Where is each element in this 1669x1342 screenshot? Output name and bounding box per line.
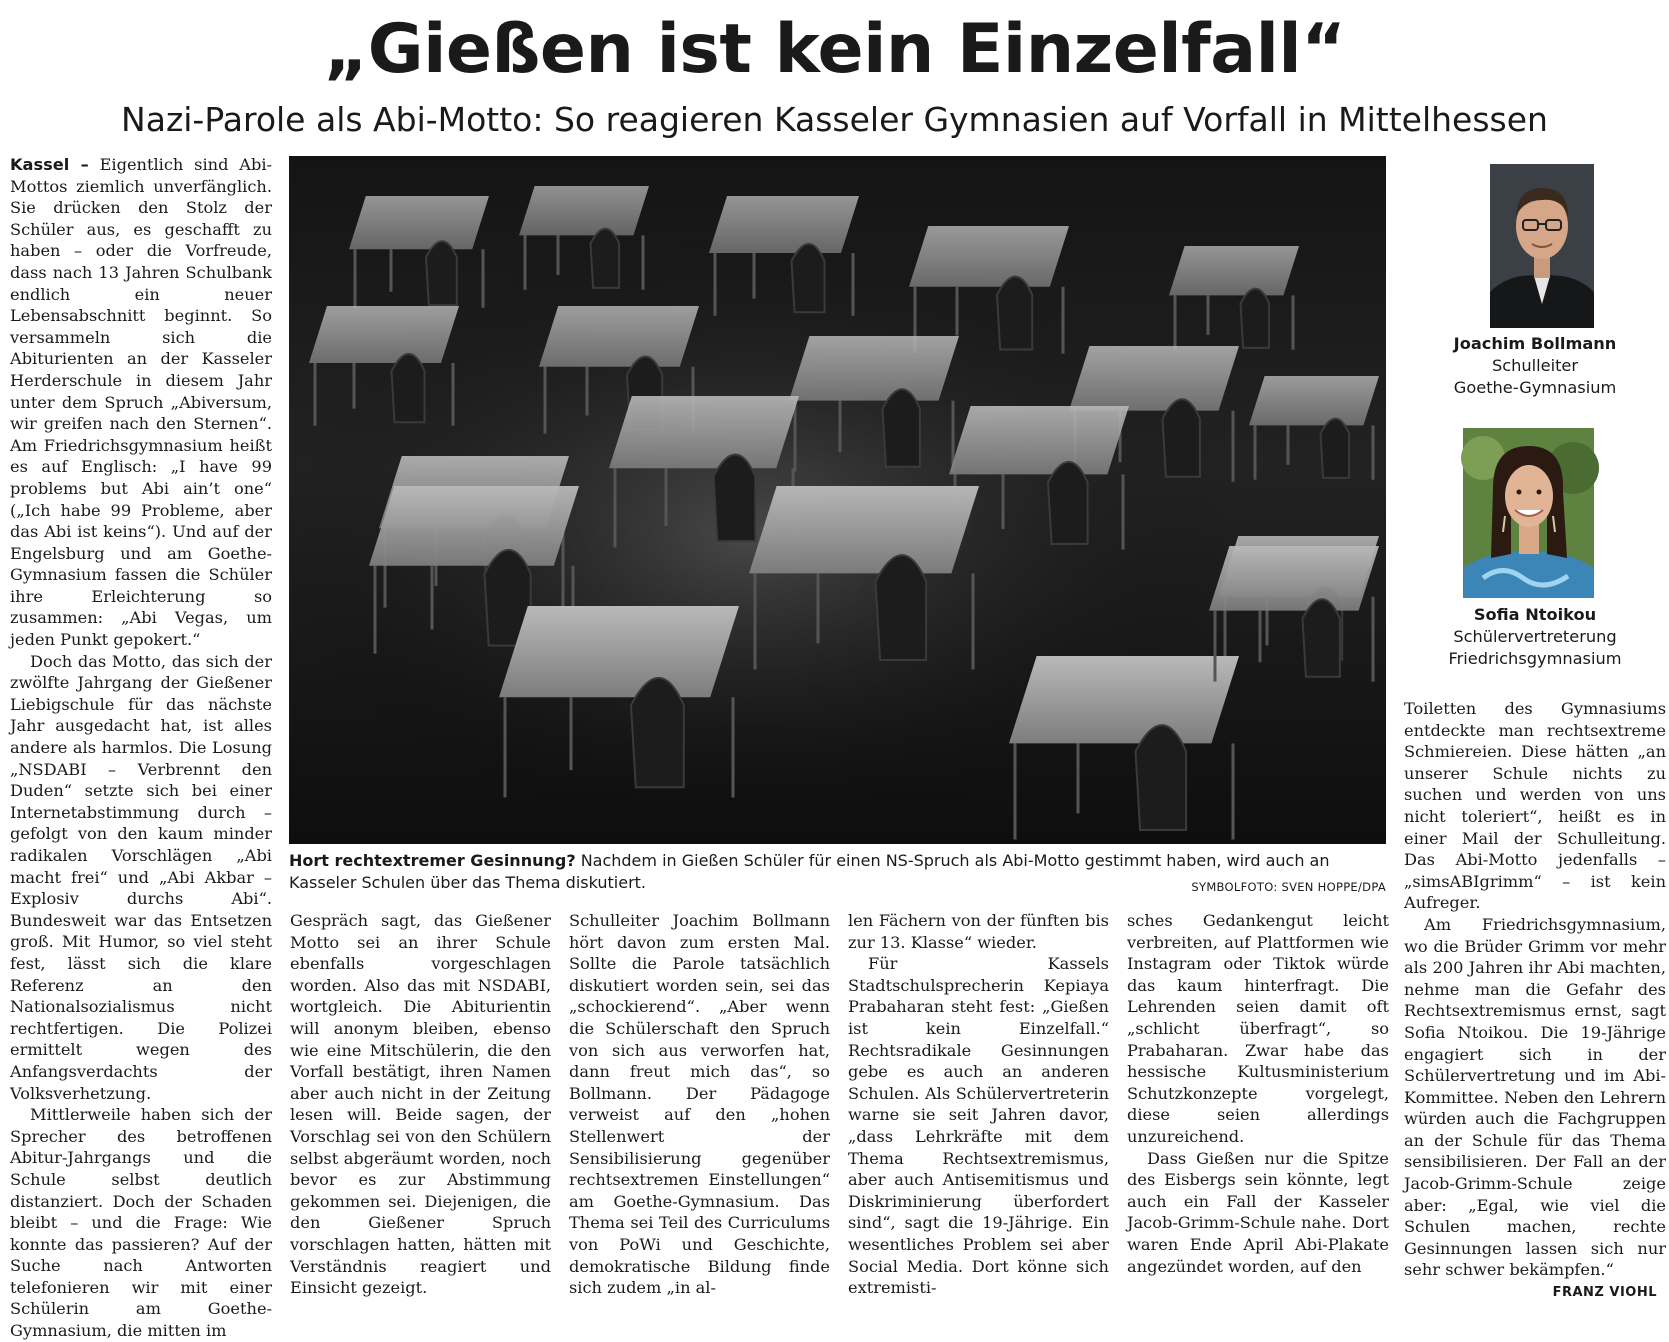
- person-affiliation: Goethe-Gymnasium: [1453, 378, 1617, 397]
- article-column-4: [848, 910, 1109, 1308]
- paragraph: Toiletten des Gymnasiums entdeckte man rechtsextreme Schmiereien. Diese hätten „an unserer Schule nichts zu suchen und werden von uns nicht toleriert“, heißt es in einer Mail der Schulleitung. Das Abi-Motto jedenfalls – „simsABIgrimm“ – ist kein Aufreger.: [1404, 699, 1666, 913]
- person-name: Joachim Bollmann: [1453, 334, 1617, 353]
- article-column-6: [1404, 698, 1666, 1288]
- portrait-photo: [1463, 428, 1594, 598]
- person-role: Schulleiter: [1491, 356, 1579, 375]
- woman-portrait-icon: [1463, 428, 1594, 598]
- man-portrait-icon: [1490, 164, 1594, 328]
- paragraph: sches Gedankengut leicht verbreiten, auf Plattformen wie Instagram oder Tiktok würde das kaum hinterfragt. Die Lehrenden seien damit oft „schlicht überfragt“, so Prabaharan. Zwar habe das hessische Kultusministerium Schutzkonzepte vorgelegt, diese seien allerdings unzureichend.: [1127, 911, 1389, 1146]
- dateline: Kassel –: [10, 155, 89, 174]
- subheadline: Nazi-Parole als Abi-Motto: So reagieren Kasseler Gymnasien auf Vorfall in Mittelhessen: [121, 100, 1548, 139]
- photo-credit: SYMBOLFOTO: SVEN HOPPE/DPA: [1191, 880, 1386, 894]
- caption-text: Nachdem in Gießen Schüler für einen NS-Spruch als Abi-Motto gestimmt haben, wird auch an Kasseler Schulen über das Thema diskutiert.: [289, 851, 1330, 892]
- person-caption: [1404, 604, 1666, 670]
- person-caption: [1404, 333, 1666, 399]
- article-column-5: [1127, 910, 1389, 1308]
- classroom-photo: [289, 156, 1386, 844]
- author-byline: FRANZ VIOHL: [1552, 1285, 1657, 1300]
- paragraph-text: Eigentlich sind Abi-Mottos ziemlich unverfänglich. Sie drücken den Stolz der Schüler aus, es geschafft zu haben – oder die Vorfreude, dass nach 13 Jahren Schulbank endlich ein neuer Lebensabschnitt beginnt. So versammeln sich die Abiturienten an der Kasseler Herderschule in diesem Jahr unter dem Spruch „Abiversum, wir greifen nach den Sternen“. Am Friedrichsgymnasium heißt es auf Englisch: „I have 99 problems but Abi ain’t one“ („Ich habe 99 Probleme, aber das Abi ist keins“). Und auf der Engelsburg und am Goethe-Gymnasium fassen die Schüler ihre Erleichterung so zusammen: „Abi Vegas, um jeden Punkt gepokert.“: [10, 155, 272, 650]
- paragraph: Dass Gießen nur die Spitze des Eisbergs sein könnte, legt auch ein Fall der Kasseler Jacob-Grimm-Schule nahe. Dort waren Ende April Abi-Plakate angezündet worden, auf den: [1127, 1148, 1389, 1276]
- paragraph: Für Kassels Stadtschulsprecherin Kepiaya Prabaharan steht fest: „Gießen ist kein Einzelfall.“ Rechtsradikale Gesinnungen gebe es auch an anderen Schulen. Als Schülervertreterin warne sie seit Jahren davor, „dass Lehrkräfte mit dem Thema Rechtsextremismus, aber auch Antisemitismus und Diskriminierung überfordert sind“, sagt die 19-Jährige. Ein wesentliches Problem sei aber Social Media. Dort könne sich extremisti-: [848, 954, 1109, 1298]
- classroom-photo-illustration: [289, 156, 1386, 844]
- portrait-photo: [1490, 164, 1594, 328]
- article-column-1: [10, 154, 272, 1341]
- paragraph: Am Friedrichsgymnasium, wo die Brüder Grimm vor mehr als 200 Jahren ihr Abi machten, nehme man die Gefahr des Rechtsextremismus ernst, sagt Sofia Ntoikou. Die 19-Jährige engagiert sich in der Schülervertretung und im Abi-Kommittee. Neben den Lehrern würden auch die Fachgruppen an der Schule für das Thema sensibilisieren. Der Fall an der Jacob-Grimm-Schule zeige aber: „Egal, wie viel die Schulen machen, rechte Gesinnungen lassen sich nur sehr schwer bekämpfen.“: [1404, 914, 1666, 1280]
- headline: „Gießen ist kein Einzelfall“: [323, 10, 1346, 89]
- paragraph: Mittlerweile haben sich der Sprecher des betroffenen Abitur-Jahrgangs und die Schule selbst deutlich distanziert. Doch der Schaden bleibt – und die Frage: Wie konnte das passieren? Auf der Suche nach Antworten telefonieren wir mit einer Schülerin am Goethe-Gymnasium, die mitten im: [10, 1105, 272, 1341]
- article-column-3: [569, 910, 830, 1308]
- paragraph: Gespräch sagt, das Gießener Motto sei an ihrer Schule ebenfalls vorgeschlagen worden. Also das mit NSDABI, wortgleich. Die Abiturientin will anonym bleiben, ebenso wie eine Mitschülerin, die den Vorfall bestätigt, ihren Namen aber auch nicht in der Zeitung lesen will. Beide sagen, der Vorschlag sei von den Schülern selbst abgeräumt worden, noch bevor es zur Abstimmung gekommen sei. Diejenigen, die den Gießener Spruch vorschlagen hatten, hätten mit Verständnis reagiert und Einsicht gezeigt.: [290, 911, 551, 1298]
- paragraph: Doch das Motto, das sich der zwölfte Jahrgang der Gießener Liebigschule für das nächste Jahr ausgedacht hat, ist alles andere als harmlos. Die Losung „NSDABI – Verbrennt den Duden“ setzte sich bei einer Internetabstimmung durch – gefolgt von den kaum minder radikalen Vorschlägen „Abi macht frei“ und „Abi Akbar – Explosiv durchs Abi“. Bundesweit war das Entsetzen groß. Mit Humor, so viel steht fest, lässt sich die klare Referenz an den Nationalsozialismus nicht rechtfertigen. Die Polizei ermittelt wegen des Anfangsverdachts der Volksverhetzung.: [10, 651, 272, 1103]
- paragraph: Schulleiter Joachim Bollmann hört davon zum ersten Mal. Sollte die Parole tatsächlich diskutiert worden sein, sei das „schockierend“. „Aber wenn die Schülerschaft den Spruch von sich aus verworfen hat, dann freut mich das“, so Bollmann. Der Pädagoge verweist auf den „hohen Stellenwert der Sensibilisierung gegenüber rechtsextremen Einstellungen“ am Goethe-Gymnasium. Das Thema sei Teil des Curriculums von PoWi und Geschichte, demokratische Bildung finde sich zudem „in al-: [569, 911, 830, 1298]
- person-affiliation: Friedrichsgymnasium: [1448, 649, 1622, 668]
- paragraph: len Fächern von der fünften bis zur 13. Klasse“ wieder.: [848, 911, 1109, 952]
- caption-lead: Hort rechtextremer Gesinnung?: [289, 851, 576, 870]
- person-role: Schülervertreterung: [1453, 627, 1617, 646]
- article-column-2: [290, 910, 551, 1308]
- person-name: Sofia Ntoikou: [1473, 605, 1597, 624]
- paragraph: [10, 154, 272, 651]
